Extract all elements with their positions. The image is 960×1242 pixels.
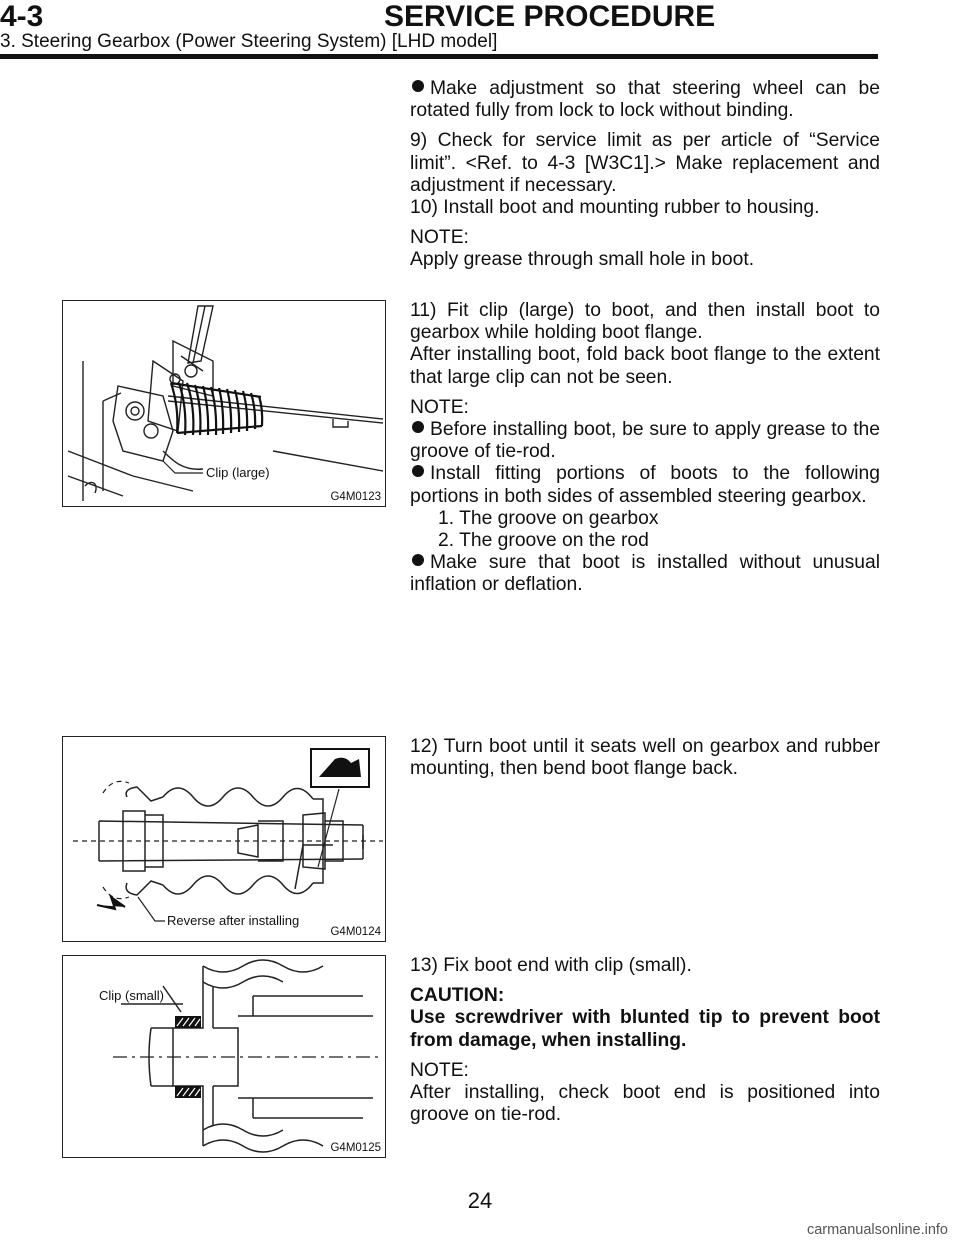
step-11: 11) Fit clip (large) to boot, and then install boot to gearbox while holding boot flange. [410, 300, 880, 344]
note-label: NOTE: [410, 227, 469, 249]
list-item: 2. The groove on the rod [438, 530, 649, 552]
bullet-icon [412, 80, 424, 92]
figure-label: Clip (large) [206, 465, 270, 480]
list-item: 1. The groove on gearbox [438, 507, 659, 529]
header-rule [0, 54, 878, 59]
caution-text: Use screwdriver with blunted tip to prevent boot from damage, when installing. [410, 1007, 880, 1051]
figure-label: Reverse after installing [167, 913, 300, 928]
watermark: carmanualsonline.info [806, 1222, 948, 1238]
step-13: 13) Fix boot end with clip (small). [410, 955, 692, 976]
page-subtitle: 3. Steering Gearbox (Power Steering System) [LHD model] [0, 31, 498, 52]
page-number: 24 [467, 1188, 493, 1213]
caution-label: CAUTION: [410, 985, 505, 1007]
text-block-2 [410, 300, 880, 597]
bullet-text: Make sure that boot is installed without unusual inflation or deflation. [410, 552, 880, 596]
text-block-1 [410, 78, 880, 272]
small-clip-illustration [63, 956, 387, 1159]
figure-g4m0123 [62, 300, 386, 507]
bullet-text: Install fitting portions of boots to the following portions in both sides of assembled steering gearbox. [410, 463, 880, 507]
figure-g4m0125 [62, 955, 386, 1158]
figure-code: G4M0124 [330, 926, 381, 938]
note-text: Apply grease through small hole in boot. [410, 249, 755, 271]
bullet-text: Before installing boot, be sure to apply grease to the groove of tie-rod. [410, 419, 880, 463]
step-9: 9) Check for service limit as per article of “Service limit”. <Ref. to 4-3 [W3C1].> Make replacement and adjustment if necessary. [410, 130, 880, 196]
page-title: SERVICE PROCEDURE [384, 0, 716, 33]
note-label: NOTE: [410, 396, 469, 418]
text-block-3 [410, 736, 880, 780]
page-header [0, 0, 960, 60]
step-11-after: After installing boot, fold back boot flange to the extent that large clip can not be seen. [410, 344, 880, 388]
text-block-4 [410, 955, 880, 1126]
bullet-icon [412, 465, 424, 477]
bullet-icon [412, 554, 424, 566]
bullet-text: Make adjustment so that steering wheel can be rotated fully from lock to lock without binding. [410, 78, 880, 122]
figure-g4m0124 [62, 736, 386, 942]
step-12: 12) Turn boot until it seats well on gearbox and rubber mounting, then bend boot flange back. [410, 736, 880, 780]
figure-code: G4M0123 [330, 491, 381, 503]
figure-code: G4M0125 [330, 1142, 381, 1154]
note-label: NOTE: [410, 1059, 469, 1081]
note-text: After installing, check boot end is positioned into groove on tie-rod. [410, 1082, 880, 1126]
section-number: 4-3 [0, 0, 44, 33]
figure-label: Clip (small) [99, 988, 164, 1003]
bullet-icon [412, 421, 424, 433]
step-10: 10) Install boot and mounting rubber to housing. [410, 197, 820, 219]
